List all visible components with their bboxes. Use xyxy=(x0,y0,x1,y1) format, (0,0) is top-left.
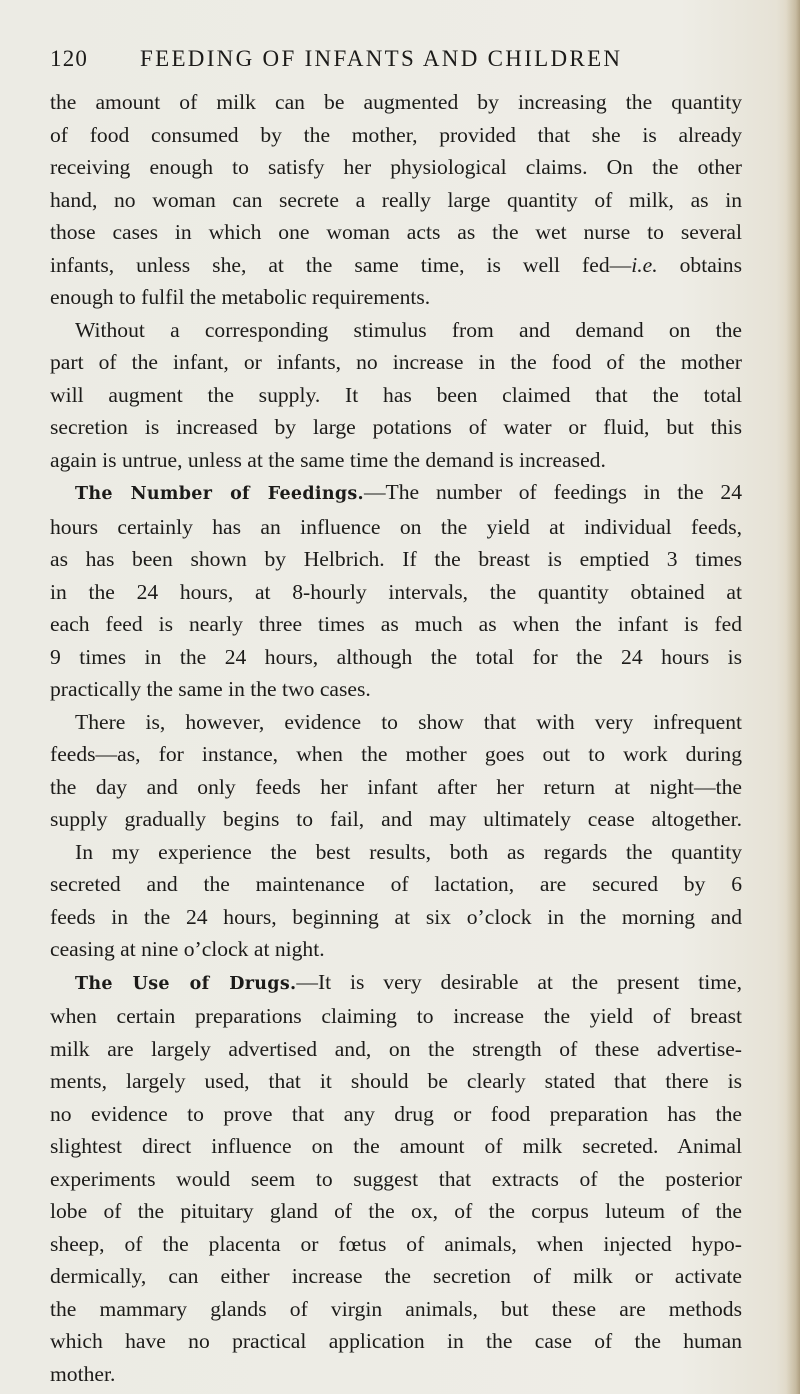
section-text: —It is very desirable at the present time, xyxy=(296,969,742,994)
text-line xyxy=(50,249,742,282)
section-heading: The Use of Drugs. xyxy=(75,973,297,994)
text-line: secretion is increased by large potations of water or fluid, but this xyxy=(50,415,742,439)
text-line: hand, no woman can secrete a really large quantity of milk, as in xyxy=(50,187,742,212)
text-line: as has been shown by Helbrich. If the breast is emptied 3 times xyxy=(50,547,742,571)
text-line xyxy=(50,966,742,1001)
italic-run: i.e. xyxy=(631,252,658,277)
text-line: In my experience the best results, both as regards the quantity xyxy=(75,839,742,864)
text-line: secreted and the maintenance of lactation, are secured by 6 xyxy=(50,872,742,896)
text-line: in the 24 hours, at 8-hourly intervals, the quantity obtained at xyxy=(50,579,742,604)
text-line: supply gradually begins to fail, and may ultimately cease altogether. xyxy=(50,807,742,831)
text-line: practically the same in the two cases. xyxy=(50,677,371,701)
text-line: There is, however, evidence to show that with very infrequent xyxy=(75,709,742,734)
text-line: enough to fulfil the metabolic requirements. xyxy=(50,285,431,309)
text-line: milk are largely advertised and, on the strength of these advertise- xyxy=(50,1036,742,1061)
text-run: obtains xyxy=(657,252,743,277)
text-line: ceasing at nine o’clock at night. xyxy=(50,937,325,961)
page-number: 120 xyxy=(50,46,89,71)
text-line: feeds in the 24 hours, beginning at six o’clock in the morning and xyxy=(50,904,742,929)
running-title: FEEDING OF INFANTS AND CHILDREN xyxy=(140,46,623,71)
section-text: —The number of feedings in the 24 xyxy=(363,480,743,504)
text-line: Without a corresponding stimulus from and demand on the xyxy=(75,317,742,342)
text-run: infants, unless she, at the same time, is well fed— xyxy=(50,252,632,277)
text-line: 9 times in the 24 hours, although the total for the 24 hours is xyxy=(50,644,742,669)
text-line: no evidence to prove that any drug or food preparation has the xyxy=(50,1101,742,1126)
text-line: again is untrue, unless at the same time the demand is increased. xyxy=(50,447,606,472)
text-line: dermically, can either increase the secretion of milk or activate xyxy=(50,1264,742,1288)
running-header xyxy=(50,46,740,80)
text-line: when certain preparations claiming to increase the yield of breast xyxy=(50,1004,742,1028)
text-line: the day and only feeds her infant after her return at night—the xyxy=(50,774,742,799)
text-line: of food consumed by the mother, provided that she is already xyxy=(50,122,742,147)
text-line: receiving enough to satisfy her physiological claims. On the other xyxy=(50,155,742,179)
text-line: the mammary glands of virgin animals, but these are methods xyxy=(50,1296,742,1321)
section-heading: The Number of Feedings. xyxy=(75,484,364,504)
text-line: part of the infant, or infants, no increase in the food of the mother xyxy=(50,350,742,374)
text-line: sheep, of the placenta or fœtus of animals, when injected hypo- xyxy=(50,1231,742,1256)
page-edge-shadow xyxy=(786,0,800,1394)
text-line: hours certainly has an influence on the yield at individual feeds, xyxy=(50,514,742,539)
text-line: slightest direct influence on the amount of milk secreted. Animal xyxy=(50,1134,742,1158)
text-line: feeds—as, for instance, when the mother goes out to work during xyxy=(50,742,742,766)
text-line: which have no practical application in the case of the human xyxy=(50,1329,742,1353)
text-line: will augment the supply. It has been claimed that the total xyxy=(50,382,742,407)
text-line: ments, largely used, that it should be clearly stated that there is xyxy=(50,1069,742,1093)
text-line: lobe of the pituitary gland of the ox, of the corpus luteum of the xyxy=(50,1199,742,1223)
text-line: the amount of milk can be augmented by increasing the quantity xyxy=(50,90,742,114)
text-line: each feed is nearly three times as much as when the infant is fed xyxy=(50,612,742,636)
body-text xyxy=(50,86,742,1390)
text-line: experiments would seem to suggest that extracts of the posterior xyxy=(50,1166,742,1191)
text-line: mother. xyxy=(50,1361,116,1386)
text-line xyxy=(50,476,742,511)
text-line: those cases in which one woman acts as the wet nurse to several xyxy=(50,220,742,244)
